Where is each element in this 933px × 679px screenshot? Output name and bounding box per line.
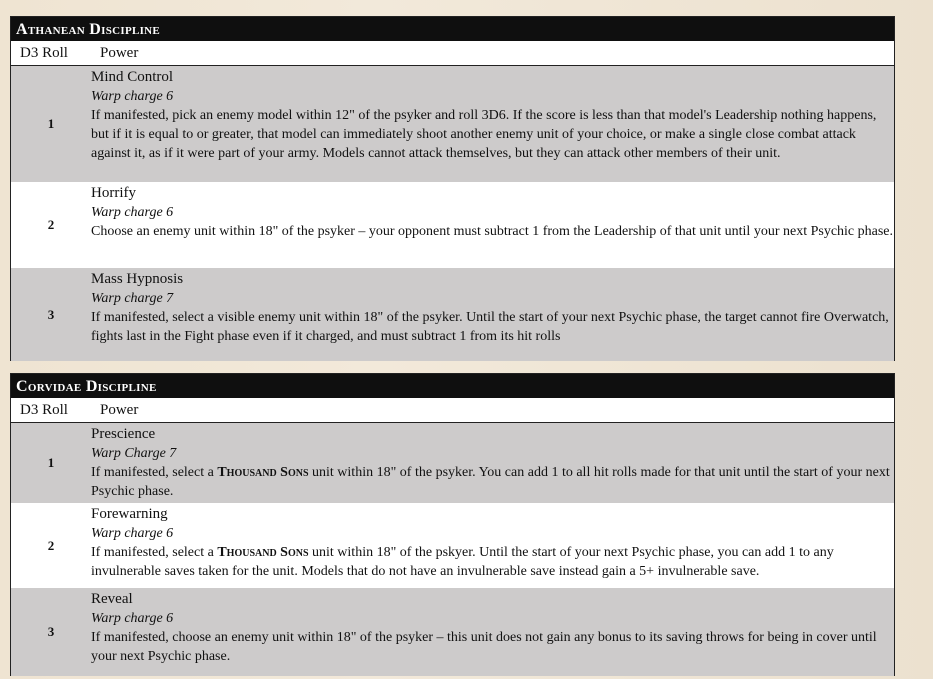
power-description: If manifested, choose an enemy unit within 18" of the psyker – this unit does not gain any bonus to its saving throws for being in cover until your next Psychic phase.	[91, 630, 877, 664]
table-row	[11, 423, 894, 503]
roll-value: 3	[47, 624, 55, 639]
power-description	[91, 543, 894, 581]
warp-charge: Warp charge 6	[91, 526, 174, 541]
table-header	[11, 398, 894, 423]
table-row	[11, 588, 894, 676]
description-text: unit within 18" of the psyker. You can add 1 to all hit rolls made for that unit until the start of your next Psychic phase.	[91, 465, 890, 499]
table-row	[11, 182, 894, 268]
table-row	[11, 268, 894, 361]
roll-value: 2	[47, 537, 55, 553]
table-title: Athanean Discipline	[11, 17, 894, 41]
warp-charge: Warp charge 7	[91, 291, 174, 306]
power-name: Reveal	[91, 591, 133, 607]
power-description: If manifested, select a visible enemy unit within 18" of the psyker. Until the start of your next Psychic phase, the target cannot fire Overwatch, fights last in the Fight phase even if it charged, and must subtract 1 from its hit rolls	[91, 310, 889, 344]
power-cell	[91, 182, 894, 268]
column-header-roll: D3 Roll	[20, 402, 68, 418]
table-row	[11, 66, 894, 182]
power-description: If manifested, pick an enemy model within 12" of the psyker and roll 3D6. If the score is less than that model's Leadership nothing happens, but if it is equal to or greater, that model can immediately shoot another enemy unit of your choice, or make a single close combat attack against it, as if it were part of your army. Models cannot attack themselves, but they can attack other members of their unit.	[91, 108, 877, 161]
roll-value: 2	[47, 217, 55, 232]
column-header-power: Power	[100, 402, 139, 418]
table-title: Corvidae Discipline	[11, 374, 894, 398]
power-description	[91, 463, 894, 501]
description-text: unit within 18" of the pskyer. Until the start of your next Psychic phase, you can add 1 to any invulnerable saves taken for the unit. Models that do not have an invulnerable save instead gain a 5+ invulnerable save.	[91, 545, 834, 579]
warp-charge: Warp Charge 7	[91, 446, 177, 461]
warp-charge: Warp charge 6	[91, 611, 174, 626]
corvidae-discipline-table	[10, 373, 895, 676]
roll-value: 1	[47, 455, 55, 470]
warp-charge: Warp charge 6	[91, 205, 174, 220]
description-text: If manifested, select a	[91, 545, 218, 560]
column-header-roll: D3 Roll	[20, 45, 68, 61]
power-name: Forewarning	[91, 506, 168, 522]
roll-value: 3	[47, 306, 55, 322]
power-cell	[91, 423, 894, 503]
power-cell	[91, 503, 894, 588]
power-name: Horrify	[91, 185, 136, 201]
description-text: If manifested, select a	[91, 465, 218, 480]
power-name: Prescience	[91, 426, 156, 442]
power-name: Mind Control	[91, 69, 174, 85]
warp-charge: Warp charge 6	[91, 89, 174, 104]
roll-value: 1	[47, 116, 55, 131]
column-header-power: Power	[100, 45, 139, 61]
power-cell	[91, 66, 894, 182]
power-description: Choose an enemy unit within 18" of the psyker – your opponent must subtract 1 from the Leadership of that unit until your next Psychic phase.	[91, 224, 894, 239]
power-cell	[91, 588, 894, 676]
faction-keyword: Thousand Sons	[217, 545, 309, 560]
faction-keyword: Thousand Sons	[217, 465, 309, 480]
table-header	[11, 41, 894, 66]
power-cell	[91, 268, 894, 361]
athanean-discipline-table	[10, 16, 895, 361]
table-row	[11, 503, 894, 588]
power-name: Mass Hypnosis	[91, 271, 184, 287]
